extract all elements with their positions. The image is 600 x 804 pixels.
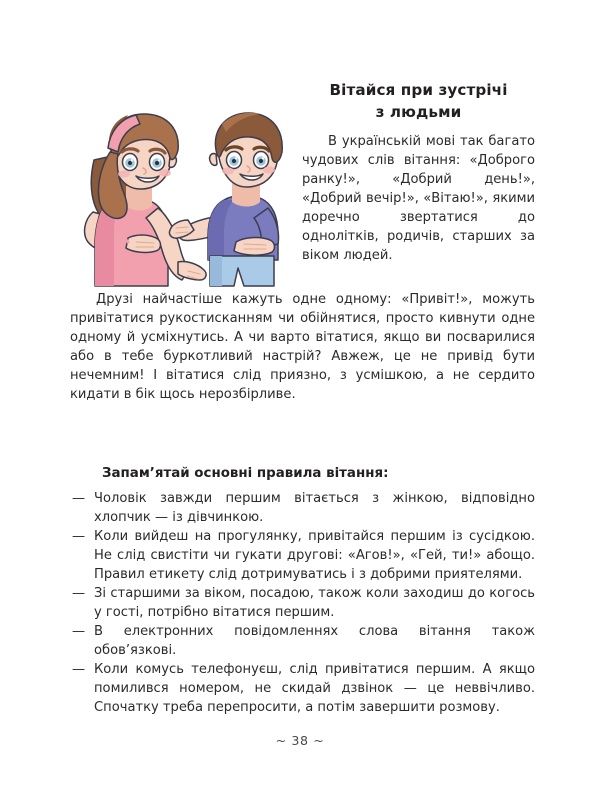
- em-dash-marker: —: [72, 528, 86, 544]
- em-dash-marker: —: [72, 662, 86, 678]
- rules-section: [70, 465, 535, 718]
- list-item: [72, 661, 535, 718]
- paragraph-2-text: Друзі найчастіше кажуть одне одному: «Привіт!», можуть привітатися рукостисканням чи обійнятися, просто кивнути одне одному й усміхнутись. А чи варто вітатися, якщо ви посварилися або в тебе буркотливий настрій? Авжеж, це не привід бути нечемним! І вітатися слід приязно, з усмішкою, а не сердито кидати в бік щось нерозбірливе.: [70, 292, 535, 403]
- em-dash-marker: —: [72, 624, 86, 640]
- list-item-text: Коли вийдеш на прогулянку, привітайся першим із сусідкою. Не слід свистіти чи гукати другові: «Агов!», «Гей, ти!» абощо. Правил етикету слід дотримуватись і з добрими приятелями.: [94, 528, 535, 582]
- list-item: [72, 528, 535, 585]
- rules-section-title: Запам’ятай основні правила вітання:: [102, 466, 389, 481]
- page-title-line-2: з людьми: [375, 102, 462, 121]
- rules-list: [70, 490, 535, 718]
- list-item-text: Зі старшими за віком, посадою, також коли заходиш до когось у гості, потрібно вітатися першим.: [94, 585, 535, 620]
- list-item: [72, 490, 535, 528]
- list-item-text: В електронних повідомленнях слова вітання також обов’язкові.: [94, 624, 535, 659]
- list-item-text: Коли комусь телефонуєш, слід привітатися першим. А якщо помилився номером, не скидай дзвінок — це неввічливо. Спочатку треба перепросити, а потім завершити розмову.: [94, 662, 535, 716]
- em-dash-marker: —: [72, 585, 86, 601]
- list-item: [72, 585, 535, 623]
- page-number: ~ 38 ~: [275, 733, 325, 748]
- paragraph-1-text: В українській мові так багато чудових слів вітання: «Доброго ранку!», «Добрий день!», «Добрий вечір!», «Вітаю!», якими доречно звертатися до однолітків, родичів, старших за віком людей.: [302, 134, 535, 264]
- list-item: [72, 623, 535, 661]
- list-item-text: Чоловік завжди першим вітається з жінкою, відповідно хлопчик — із дівчинкою.: [94, 490, 535, 525]
- boy-and-girl-greeting-illustration: [70, 108, 290, 288]
- page-title-line-1: Вітайся при зустрічі: [329, 81, 508, 99]
- paragraph-2: [70, 290, 535, 404]
- page-title: [70, 0, 535, 123]
- page-content-column: [70, 0, 535, 804]
- em-dash-marker: —: [72, 490, 86, 506]
